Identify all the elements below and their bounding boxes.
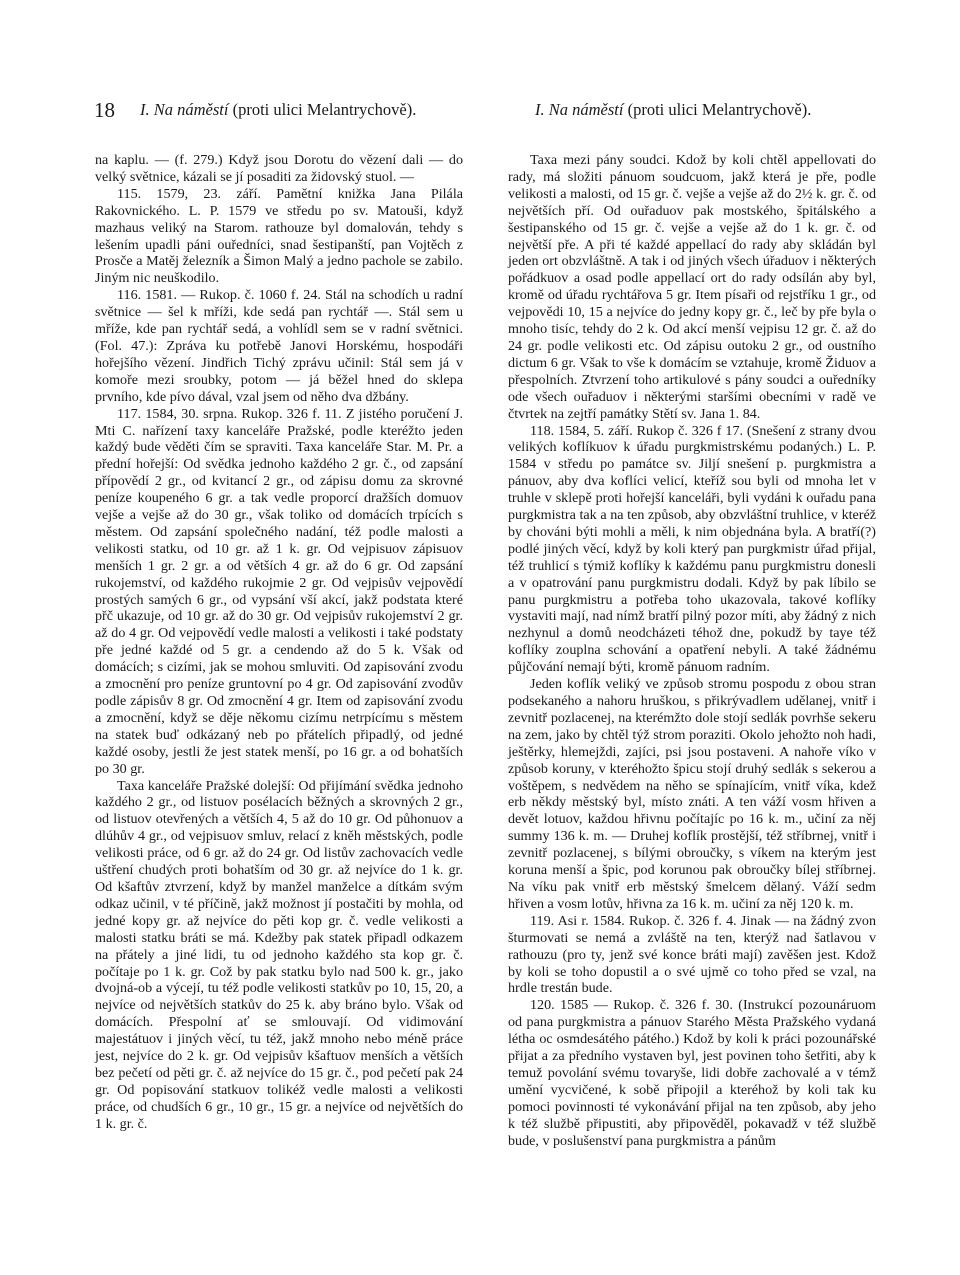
right-title-rest: (proti ulici Melantrychově). — [627, 100, 812, 119]
paragraph-chapel-end: na kaplu. — (f. 279.) Když jsou Dorotu do vězení dali — do velký světnice, kázali se jí posaditi za židovský stuol. — — [95, 152, 463, 185]
running-header — [0, 98, 960, 128]
entry-118: 118. 1584, 5. září. Rukop č. 326 f 17. (Snešení z strany dvou velikých koflíkuov k úřadu purgkmistrskému podaných.) L. P. 1584 v středu po památce sv. Jiljí snešení p. purgkmistra a pánuov, aby dva koflíci velicí, kteříž sou byli od mnoha let v truhle v sklepě proti hořejší kanceláři, byli vydáni k ouřadu pana purgkmistra tak a na ten způsob, aby obzvláštní truhlice, v kteréž by chováni býti mohli a měli, k nim objednána byla. A bratří(?) podlé jiných věcí, když by koli který pan purgkmistr úřad přijal, též truhlicí s týmiž koflíky k každému panu purgkmistru donesli a v opatrování panu purgkmistru dodali. Když by pak líbilo se panu purgkmistru a potřeba toho ukazovala, takové koflíky vystaviti mají, nad nímž bratří pilný pozor míti, aby žádný z nich nezhynul a domů neodcházeti téhož dne, pokudž by taye též koflíky zouplna schování a opatření nebyli. A také žádnému půjčování nemají býti, kromě pánuom radním. — [508, 422, 876, 676]
entry-116: 116. 1581. — Rukop. č. 1060 f. 24. Stál na schodích u radní světnice — šel k mříži, kde sedá pan rychtář —. Stál sem u mříže, kde pan rychtář sedá, a vohlídl sem se v radní světnici. (Fol. 47.): Zpráva ku potřebě Janovi Horskému, hospodáři hořejšího vězení. Jindřich Tichý zprávu učinil: Stál sem já v komoře mezi sroubky, potom — já běžel hned do sklepa prvního, kde pívo dával, vzal jsem od něho dva džbány. — [95, 287, 463, 405]
entry-117: 117. 1584, 30. srpna. Rukop. 326 f. 11. Z jistého poručení J. Mti C. nařízení taxy kanceláře Pražské, podle kteréžto jeden každý bude věděti čím se spraviti. Taxa kanceláře Star. M. Pr. a přední hořejší: Od svědka jednoho každého 2 gr. č., od zapsání přípovědí 2 gr., od kvitancí 2 gr., od zápisu domu za skrovné peníze koupeného 6 gr. a tak vedle proporcí dražších domuov vejše a vejše až do 30 gr., však toliko od domácích trpících s městem. Od zapsání společného nadání, též podle malosti a velikosti statku, od 10 gr. až 1 k. gr. Od vejpisuov zápisuov menších 1 gr. 2 gr. a od větších 4 gr. až do 6 gr. Od zapsání rukojemství, od každého rukojmie 2 gr. Od vejpisův vejpovědí prostých samých 6 gr., od vypsání vší akcí, jakž podstata které přč ukazuje, od 10 gr. až do 30 gr. Od vejpisův rukojemství 2 gr. až do 4 gr. Od vejpovědí vedle malosti a velikosti i také podstaty pře jedné každé od 5 gr. a cendendo až do 5 k. Však od domácích; s cizími, jak se mohou smluviti. Od zapisování zvodu a zmocnění pro peníze gruntovní po 4 gr. Od zapisování zvodův podle zápisův 8 gr. Od zmocnění 4 gr. Item od zapisování zvodu a zmocnění, když se děje někomu cizímu netrpícímu s městem na statek buď odkázaný neb po přátelích připadlý, od jedné každé osoby, jestli že jest statek menší, po 16 gr. a od bohatších po 30 gr. — [95, 405, 463, 777]
right-title-italic: I. Na náměstí — [535, 100, 624, 119]
left-title-rest: (proti ulici Melantrychově). — [232, 100, 417, 119]
entry-119: 119. Asi r. 1584. Rukop. č. 326 f. 4. Jinak — na žádný zvon šturmovati se nemá a zvláště na ten, kterýž nad šatlavou v rathouzu (pro ty, jenž své konce bráti mají) zavěšen jest. Kdož by koli se toho dopustil a o své ujmě co toho před se vzal, na hrdle trestán bude. — [508, 912, 876, 997]
entry-120: 120. 1585 — Rukop. č. 326 f. 30. (Instrukcí pozounáruom od pana purgkmistra a pánuov Starého Města Pražského vydaná létha oc osmdesátého pátého.) Kdož by koli k práci pozounářské přijat a za předního vystaven byl, jest povinen toho šetřiti, aby k temuž povolání svému tovaryše, lidi dobře zachovalé a v témž umění vycvičené, k sobě připojil a kteréhož by koli tak ku pomoci povinnosti té vykonávání přijal na ten způsob, aby jeho k též službě připustiti, aby připověděl, pokavadž v též službě bude, v poslušenství pana purgkmistra a pánům — [508, 997, 876, 1149]
right-column — [508, 152, 876, 1149]
entry-115: 115. 1579, 23. září. Pamětní knižka Jana Pilála Rakovnického. L. P. 1579 ve středu po sv. Matouši, když mazhaus veliký na Starom. rathouze byl domalován, tehdy s lešením upadli páni ouředníci, snad šestipanští, pan Vojtěch z Prosče a Matěj železník a Šimon Malý a jedno pachole se zabilo. Jiným nic neuškodilo. — [95, 185, 463, 287]
left-title-italic: I. Na náměstí — [140, 100, 229, 119]
page-number: 18 — [94, 98, 115, 122]
left-running-title — [140, 100, 416, 120]
paragraph-goblet-description: Jeden koflík veliký ve způsob stromu pospodu z obou stran podsekaného a nahoru hruškou, s přikrývadlem udělanej, vnitř i zevnitř pozlacenej, na kterémžto dole stojí sedlák povrhše sekeru na zem, jako by chtěl týž strom poraziti. Okolo jehožto noh hadi, ještěrky, hlemejždi, zajíci, psi jsou postaveni. A nahoře víko v způsob koruny, v kteréhožto špicu stojí druhý sedlák s sekerou a voštěpem, s nedvědem na něho se spínajícím, vnitř víka, kdež erb někdy městský byl, místo znáti. A ten váží vosm hřiven a devět lotuov, každou hřivnu počítajíc po 16 k. m., učiní za něj summy 136 k. m. — Druhej koflík prostější, též stříbrnej, vnitř i zevnitř pozlacenej, s bílými obroučky, s víkem na kterým jest koruna menší a špic, pod korunou pak obroučky bílej stříbrnej. Na víku pak vnitř erb městský šmelcem dělaný. Váží sedm hřiven a vosm lotův, hřivna za 16 k. m. učiní za něj 120 k. m. — [508, 676, 876, 912]
paragraph-judges-tax: Taxa mezi pány soudci. Kdož by koli chtěl appellovati do rady, má složiti pánuom soudcuom, jakž která je pře, podle velikosti a malosti, od 15 gr. č. vejše a vejše až do 2½ k. gr. č. od největších pří. Od ouřaduov pak mostského, špitálského a šestipanského od 15 gr. č. vejše a vejše až do 1 k. gr. č. od největší pře. A při té každé appellací do rady aby skládán byl jeden ort obzvláštně. A tak i od jiných všech úřaduov i některých pořádkuov a osad podle appellací ort do rady odsílán aby byl, kromě od úřadu rychtářova 5 gr. Item písaři od rejstříku 1 gr., od vejpovědi 10, 15 a nejvíce do jedny kopy gr. č., leč by pře byla o mnoho tisíc, tehdy do 2 k. Od akcí menší vejpisu 12 gr. č. až do 24 gr. podle velikosti etc. Od zápisu outoku 2 gr., od oustního dictum 6 gr. Však to vše k domácím se vztahuje, kromě Židuov a přespolních. Ztvrzení toho artikulové s pány soudci a ouředníky ode všech ouřaduov i některými staršími obecními v radě ve čtvrtek na zejtří památky Stětí sv. Jana 1. 84. — [508, 152, 876, 422]
entry-117-lower-chancery: Taxa kanceláře Pražské dolejší: Od přijímání svědka jednoho každého 2 gr., od listuov posélacích běžných a skrovných 2 gr., od listuov otevřených a větších 4, 5 až do 10 gr. Od půhonuov a dlúhův 4 gr., od vejpisuov smluv, relací z kněh městských, podle velikosti práce, od 6 gr. až do 24 gr. Od listův zachovacích vedle uštření chudých proti bohatším od 30 gr. až nejvíce do 1 k. gr. Od kšaftův ztvrzení, když by manžel manželce a dítkám svým odkaz učinil, v té příčině, jakž možnost jí postačiti by mohla, od jedné kopy gr. až nejvíce do pěti kop gr. č. vedle velikosti a malosti statku bráti se má. Kdežby pak statek připadl odkazem na přátely a jiné lidi, tu od jednoho každého sta kop gr. č. počítaje po 1 k. gr. Což by pak statku bylo nad 500 k. gr., jako dvojná-ob a výcejí, tu též podle velikosti statkův po 10, 15, 20, a nejvíce od největších statkův do 25 k. aby bráno bylo. Však od domácích. Přespolní ať se smlouvají. Od vidimování majestátuov i jiných věcí, tu též, jakž mnoho nebo méně práce jest, nejvíce do 2 k. gr. Od vejpisův kšaftuov menších a větších bez pečetí od pěti gr. č. až nejvíce do 15 gr. č., pod pečetí pak 24 gr. Od popisování statkuov tolikéž vedle malosti a velikosti práce, od chudších 6 gr., 10 gr., 15 gr. a nejvíce od největších do 1 k. gr. č. — [95, 777, 463, 1132]
left-column — [95, 152, 463, 1133]
right-running-title — [535, 100, 811, 120]
